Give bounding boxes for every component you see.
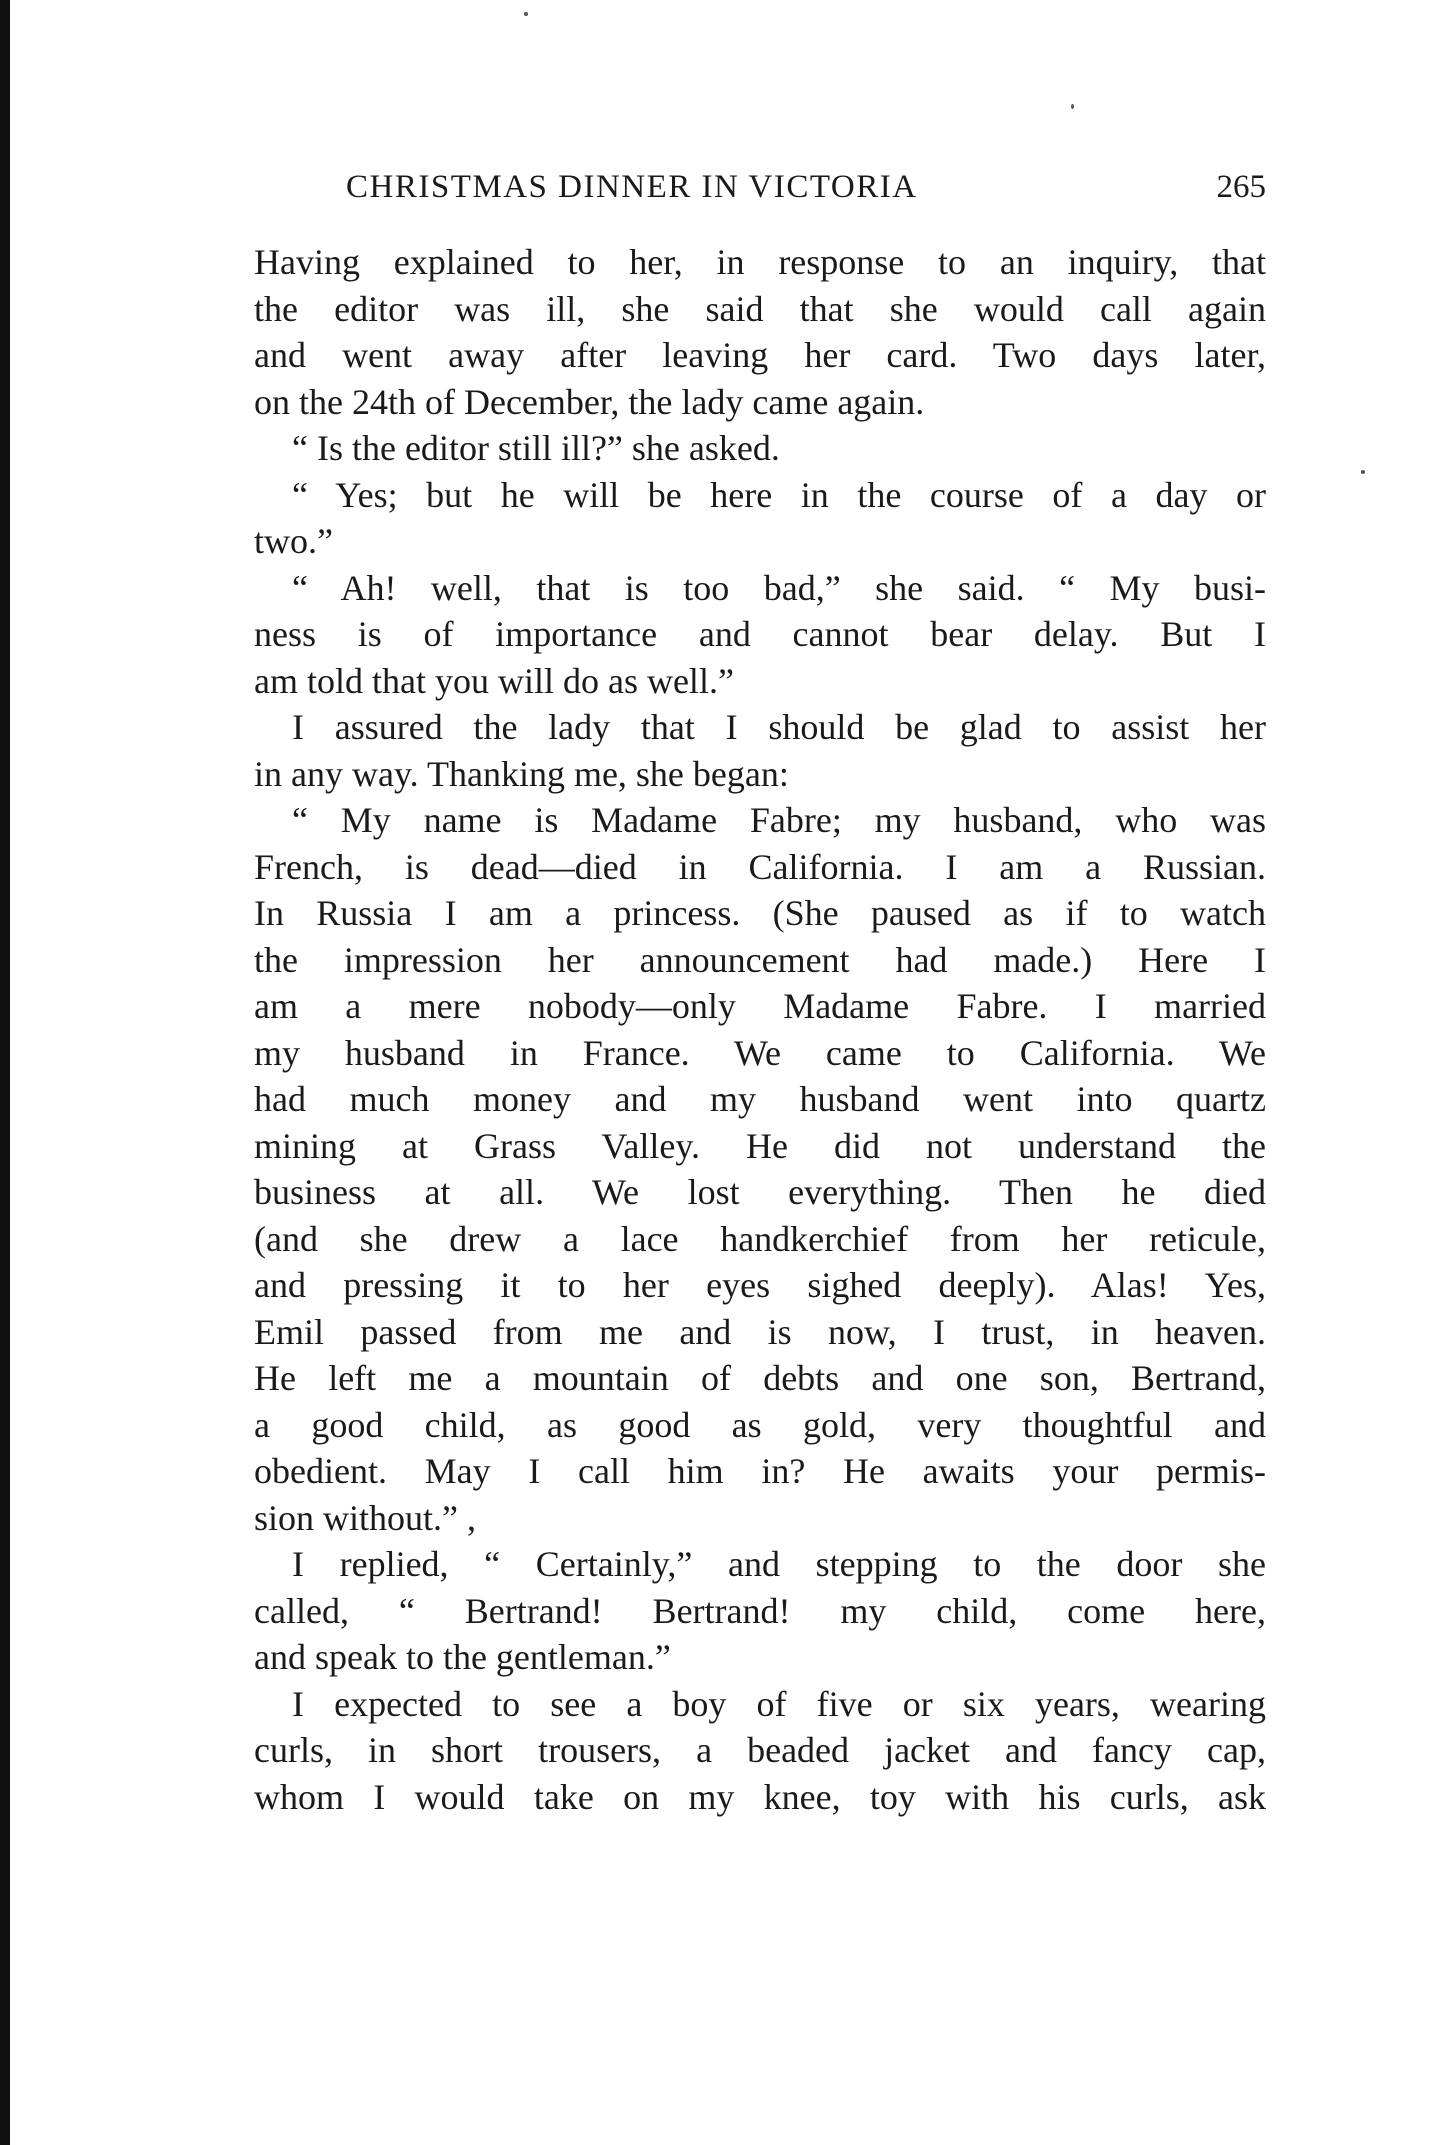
text-line: He left me a mountain of debts and one son, Bertrand, [254,1358,1266,1398]
text-line: in any way. Thanking me, she began: [254,753,789,794]
text-line: obedient. May I call him in? He awaits your permis- [254,1451,1266,1491]
text-line: and pressing it to her eyes sighed deeply). Alas! Yes, [254,1265,1266,1305]
text-line: I expected to see a boy of five or six years, wearing [292,1683,1266,1724]
page-number: 265 [1216,169,1266,205]
text-line: Emil passed from me and is now, I trust, in heaven. [254,1311,1266,1352]
text-line: on the 24th of December, the lady came again. [254,381,925,422]
text-line: sion without.” , [254,1497,476,1538]
text-line: the editor was ill, she said that she would call again [254,288,1266,329]
text-line: had much money and my husband went into quartz [254,1079,1266,1119]
text-line: whom I would take on my knee, toy with his curls, ask [254,1776,1266,1817]
text-line: (and she drew a lace handkerchief from her reticule, [254,1218,1266,1259]
text-line: curls, in short trousers, a beaded jacket and fancy cap, [254,1730,1266,1770]
text-line: In Russia I am a princess. (She paused as if to watch [254,893,1266,933]
text-line: Having explained to her, in response to an inquiry, that [254,242,1266,282]
text-line: mining at Grass Valley. He did not understand the [254,1125,1266,1166]
print-speck [524,12,528,16]
text-line: and went away after leaving her card. Two days later, [254,335,1266,375]
text-line: a good child, as good as gold, very thoughtful and [254,1404,1266,1445]
page-binding-edge [0,0,10,2145]
text-line: am told that you will do as well.” [254,660,734,701]
text-line: I assured the lady that I should be glad to assist her [292,707,1266,747]
book-page [254,155,1266,1820]
text-line: called, “ Bertrand! Bertrand! my child, come here, [254,1590,1266,1631]
running-title: CHRISTMAS DINNER IN VICTORIA [346,169,918,205]
text-line: my husband in France. We came to California. We [254,1032,1266,1073]
text-line: business at all. We lost everything. Then he died [254,1172,1266,1212]
text-line: and speak to the gentleman.” [254,1637,671,1677]
body-text [254,239,1266,1820]
text-line: the impression her announcement had made.) Here I [254,939,1266,980]
text-line: ness is of importance and cannot bear delay. But I [254,614,1266,654]
text-line: “ My name is Madame Fabre; my husband, who was [292,800,1266,840]
text-line: “ Ah! well, that is too bad,” she said. “ My busi- [292,567,1266,608]
running-header [254,155,1266,219]
text-line: two.” [254,521,333,561]
text-line: am a mere nobody—only Madame Fabre. I married [254,986,1266,1026]
print-speck [1361,470,1365,474]
print-speck [1071,104,1074,109]
text-line: “ Is the editor still ill?” she asked. [292,428,780,468]
text-line: I replied, “ Certainly,” and stepping to the door she [292,1544,1266,1584]
text-line: French, is dead—died in California. I am a Russian. [254,846,1266,887]
text-line: “ Yes; but he will be here in the course of a day or [292,474,1266,515]
